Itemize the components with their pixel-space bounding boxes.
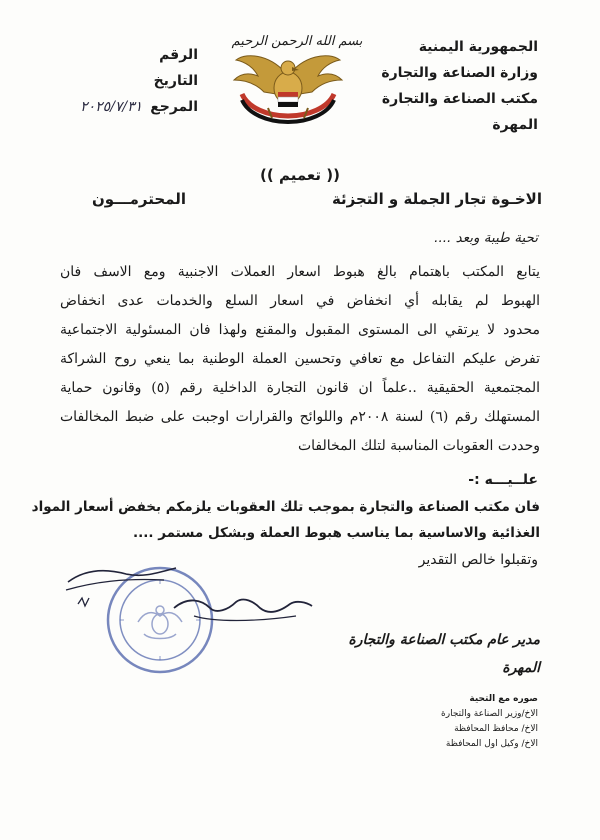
closing-regards: وتقبلوا خالص التقدير: [418, 552, 538, 568]
circular-title: (( تعميم )): [260, 166, 340, 184]
authority-line: الجمهورية اليمنية: [418, 39, 538, 55]
copy-recipient: الاخ/وزير الصناعة والتجارة: [441, 709, 538, 719]
respected-salutation: المحترمـــون: [92, 190, 186, 208]
reference-row: [8, 94, 198, 120]
body-line: تفرض عليكم التفاعل مع تعافي وتحسين العملة الوطنية بما ينعي روح الشراكة: [60, 351, 540, 367]
basmala: بسم الله الرحمن الرحيم: [231, 34, 363, 49]
signatory-title-line: المهرة: [502, 660, 540, 676]
greeting: تحية طيبة وبعد ....: [434, 230, 538, 246]
issuing-authority: [318, 34, 538, 138]
authority-line: وزارة الصناعة والتجارة: [381, 65, 538, 81]
date-label: التاريخ: [153, 73, 198, 89]
directive-line: فان مكتب الصناعة والتجارة بموجب تلك العقوبات يلزمكم بخفض أسعار المواد: [31, 499, 540, 515]
handwritten-signature-icon: [64, 560, 334, 640]
reference-label: المرجع: [150, 99, 198, 115]
body-line: يتابع المكتب باهتمام بالغ هبوط اسعار العملات الاجنبية ومع الاسف فان: [60, 264, 540, 280]
addressee: الاخـوة تجار الجملة و التجزئة: [331, 190, 542, 208]
body-line: محدود لا يرتقي الى المستوى المقبول والمقنع ولهذا فان المسئولية الاجتماعية: [60, 322, 540, 338]
body-line: وحددت العقوبات المناسبة لتلك المخالفات: [297, 438, 540, 454]
ref-number-label: الرقم: [159, 47, 198, 63]
date-row: [8, 68, 198, 94]
body-line: الهبوط لم يقابله أي انخفاض في اسعار السلع والخدمات عدى انخفاض: [60, 293, 540, 309]
signatory-title: [300, 626, 540, 682]
accordingly-heading: علــيـــه :-: [468, 472, 538, 488]
authority-line: مكتب الصناعة والتجارة: [381, 91, 538, 107]
ref-number-row: [8, 42, 198, 68]
authority-line: المهرة: [492, 117, 538, 133]
body-line: المستهلك رقم (٦) لسنة ٢٠٠٨م واللوائح والقرارات اوجبت على ضبط المخالفات: [60, 409, 540, 425]
copies-heading: صوره مع التحية: [469, 694, 538, 704]
copy-recipient: الاخ/ محافظ المحافظة: [454, 724, 538, 734]
letter-body: [60, 258, 540, 461]
copies-to: [338, 692, 538, 752]
reference-block: [8, 42, 198, 120]
body-line: المجتمعية الحقيقية ..علماً ان قانون التجارة الداخلية رقم (٥) وقانون حماية: [60, 380, 540, 396]
directive: [31, 494, 540, 546]
date-value: ٢٠٢٥/٧/٣١: [80, 99, 143, 115]
directive-line: الغذائية والاساسية بما يناسب هبوط العملة وبشكل مستمر ....: [133, 525, 540, 541]
signatory-title-line: مدير عام مكتب الصناعة والتجارة: [348, 632, 540, 648]
copy-recipient: الاخ/ وكيل اول المحافظة: [445, 739, 538, 749]
